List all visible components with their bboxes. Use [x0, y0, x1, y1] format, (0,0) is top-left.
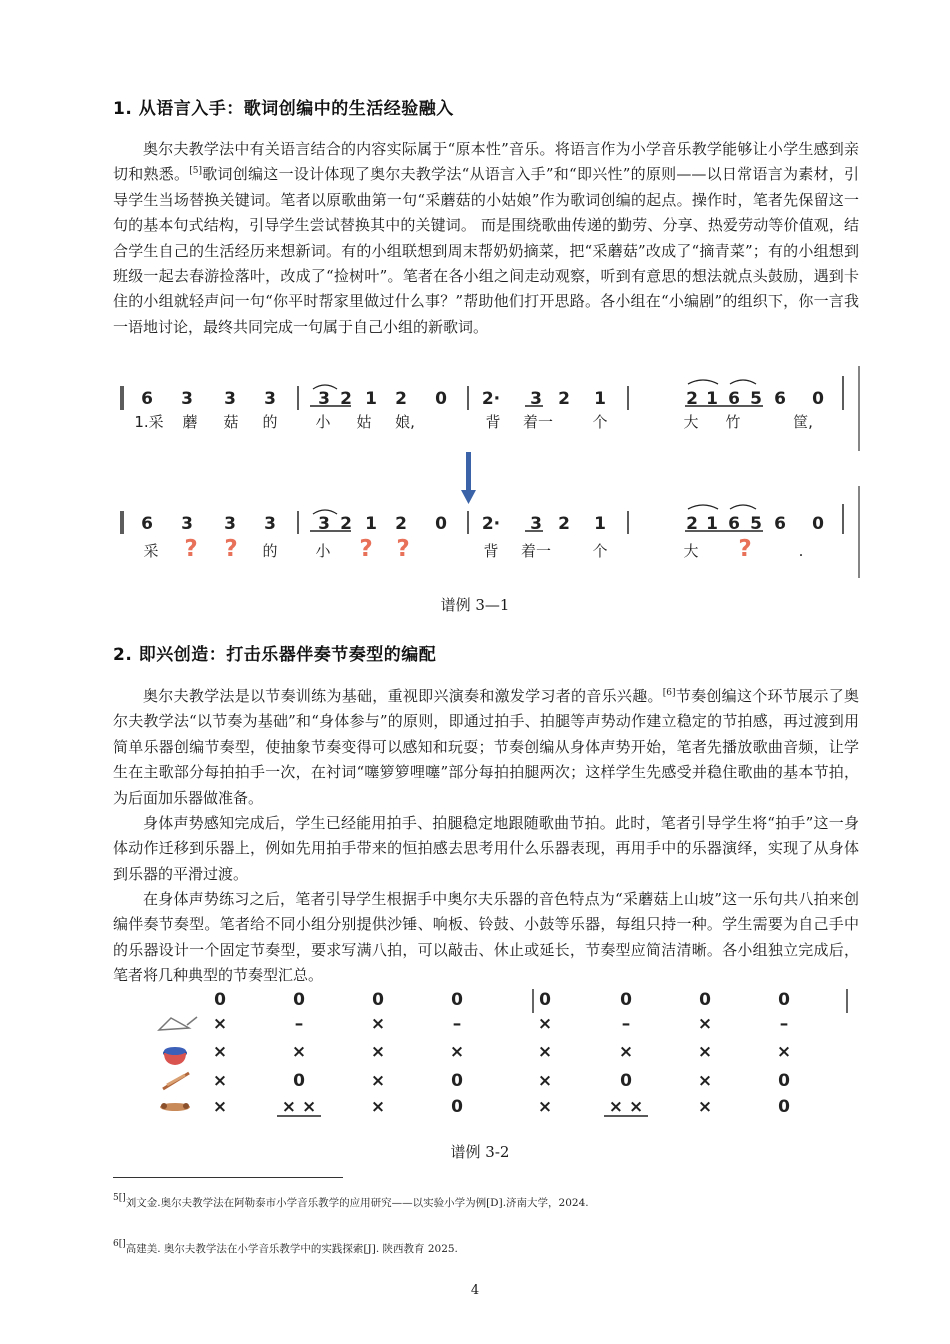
caption-3-1: 谱例 3—1: [440, 596, 510, 614]
maracas-icon: [163, 1073, 189, 1089]
rhythm-cell: ×: [291, 1042, 307, 1062]
drum-icon: [163, 1047, 187, 1065]
score-note: 6: [728, 514, 740, 534]
score-lyric: 着一: [522, 413, 554, 431]
score-note: 0: [812, 514, 824, 534]
paragraph-text: 节奏创编这个环节展示了奥尔夫教学法“以节奏为基础”和“身体参与”的原则，即通过拍手、拍腿等声势动作建立稳定的节拍感，再过渡到用简单乐器创编节奏型，使抽象节奏变得可以感知和玩耍；节奏创编从身体声势开始，笔者先播放歌曲音频，让学生在主歌部分每拍拍手一次，在衬词“噻箩箩哩噻”部分每拍拍腿两次；这样学生先感受并稳住歌曲的基本节拍，为后面加乐器做准备。: [113, 687, 859, 807]
footnote-text: 高建美. 奥尔夫教学法在小学音乐教学中的实践探索[J]. 陕西教育 2025.: [125, 1243, 458, 1255]
rhythm-beat-header: 0: [539, 990, 551, 1010]
score-lyric: 个: [592, 542, 608, 560]
score-note: 2: [558, 389, 570, 409]
caption-3-2: 谱例 3-2: [450, 1143, 510, 1161]
triangle-icon: [159, 1017, 197, 1030]
rhythm-beat-header: 0: [699, 990, 711, 1010]
castanets-icon: [160, 1103, 190, 1111]
score-note: 0: [435, 514, 447, 534]
rhythm-cell: ×: [212, 1097, 228, 1117]
score-lyric: 大: [683, 542, 699, 560]
score-note: 3: [224, 389, 236, 409]
score-note: 2: [686, 389, 698, 409]
rhythm-cell: 0: [778, 1097, 790, 1117]
page-number: 4: [470, 1283, 480, 1298]
score-note: 6: [774, 389, 786, 409]
rhythm-cell: ×: [370, 1014, 386, 1034]
score-lyric: 背: [483, 542, 499, 560]
paragraph-rhythm-2: 身体声势感知完成后，学生已经能用拍手、拍腿稳定地跟随歌曲节拍。此时，笔者引导学生将“拍手”这一身体动作迁移到乐器上，例如先用拍手带来的恒拍感去思考用什么乐器表现，再用手中的乐器演绎，实现了从身体到乐器的平滑过渡。: [113, 814, 859, 883]
rhythm-cell: × ×: [281, 1097, 317, 1117]
score-note: 1: [706, 389, 718, 409]
rhythm-cell: ×: [537, 1097, 553, 1117]
paragraph-text: 奥尔夫教学法中有关语言结合的内容实际属于“原本性”音乐。将语言作为小学音乐教学能够让小学生感到亲切和熟悉。: [113, 140, 859, 184]
rhythm-cell: –: [452, 1014, 462, 1034]
score-note: 6: [728, 389, 740, 409]
question-mark: ?: [184, 536, 198, 562]
score-note: 1: [594, 389, 606, 409]
rhythm-cell: ×: [212, 1042, 228, 1062]
score-note: 0: [812, 389, 824, 409]
rhythm-cell: –: [621, 1014, 631, 1034]
score-note: 3: [318, 389, 330, 409]
footnote-divider: [113, 1177, 343, 1178]
rhythm-cell: ×: [697, 1071, 713, 1091]
score-lyric: 1.采: [134, 413, 164, 431]
footnote-5: [113, 1195, 589, 1210]
footnote-6: [113, 1241, 458, 1256]
rhythm-cell: ×: [449, 1042, 465, 1062]
score-note: 3: [264, 389, 276, 409]
rhythm-cell: ×: [537, 1042, 553, 1062]
score-note: 3: [224, 514, 236, 534]
score-note: 2: [686, 514, 698, 534]
rhythm-cell: ×: [370, 1097, 386, 1117]
score-note: 3: [318, 514, 330, 534]
score-lyric: 的: [262, 542, 278, 560]
rhythm-beat-header: 0: [778, 990, 790, 1010]
score-image: [113, 366, 861, 581]
score-lyric: 筐,: [793, 413, 813, 431]
paragraph-lyrics: [113, 137, 859, 340]
score-note: 1: [706, 514, 718, 534]
score-lyric: 蘑: [182, 413, 198, 431]
score-note: 1: [594, 514, 606, 534]
score-note: 2: [340, 514, 352, 534]
score-note: 3: [181, 514, 193, 534]
footnote-mark: 6[]: [113, 1239, 126, 1249]
score-lyrics-top: [134, 413, 813, 431]
score-note: 1: [365, 389, 377, 409]
rhythm-cell: 0: [620, 1071, 632, 1091]
score-note: 2: [395, 389, 407, 409]
score-lyric: 大: [683, 413, 699, 431]
score-lyric: 竹: [725, 413, 741, 431]
question-mark: ?: [738, 536, 752, 562]
rhythm-cell: ×: [697, 1042, 713, 1062]
score-note: 2·: [481, 514, 501, 534]
section-heading-2: 2. 即兴创造：打击乐器伴奏节奏型的编配: [113, 645, 437, 665]
rhythm-cell: ×: [537, 1071, 553, 1091]
score-lyrics-bottom: [143, 536, 803, 562]
score-note: 2·: [481, 389, 501, 409]
score-lyric: 背: [485, 413, 501, 431]
score-lyric: 姑: [356, 413, 372, 431]
rhythm-cell: 0: [451, 1097, 463, 1117]
rhythm-cell: ×: [697, 1014, 713, 1034]
rhythm-cell: 0: [293, 1071, 305, 1091]
score-note: 2: [395, 514, 407, 534]
score-note: 5: [750, 389, 762, 409]
score-lyric: 着一: [520, 542, 552, 560]
score-note: 6: [141, 514, 153, 534]
rhythm-beat-header: 0: [372, 990, 384, 1010]
paragraph-text: 奥尔夫教学法是以节奏训练为基础，重视即兴演奏和激发学习者的音乐兴趣。: [143, 687, 663, 705]
rhythm-cell: ×: [776, 1042, 792, 1062]
rhythm-cell: ×: [212, 1071, 228, 1091]
score-note: 0: [435, 389, 447, 409]
question-mark: ?: [396, 536, 410, 562]
score-note: 3: [264, 514, 276, 534]
rhythm-beat-header: 0: [293, 990, 305, 1010]
score-note: 1: [365, 514, 377, 534]
score-note: 2: [558, 514, 570, 534]
score-lyric: 小: [315, 542, 331, 560]
rhythm-cell: ×: [618, 1042, 634, 1062]
score-note: 3: [530, 389, 542, 409]
footnote-mark: 5[]: [113, 1193, 126, 1203]
score-lyric: 菇: [223, 413, 239, 431]
score-note: 3: [181, 389, 193, 409]
score-note: 5: [750, 514, 762, 534]
score-lyric: 的: [262, 413, 278, 431]
question-mark: ?: [224, 536, 238, 562]
score-note: 6: [774, 514, 786, 534]
rhythm-table-3-2: [113, 985, 861, 1120]
score-note: 6: [141, 389, 153, 409]
rhythm-cell: ×: [370, 1071, 386, 1091]
rhythm-cell: 0: [451, 1071, 463, 1091]
rhythm-beat-header: 0: [620, 990, 632, 1010]
citation-ref: [6]: [662, 688, 676, 698]
rhythm-cell: ×: [697, 1097, 713, 1117]
score-note: 3: [530, 514, 542, 534]
rhythm-cell: ×: [537, 1014, 553, 1034]
score-lyric: 小: [315, 413, 331, 431]
rhythm-cells: [213, 990, 791, 1117]
down-arrow-icon: [461, 452, 476, 504]
footnote-text: 刘文金.奥尔夫教学法在阿勒泰市小学音乐教学的应用研究——以实验小学为例[D].济南大学，2024.: [125, 1197, 589, 1209]
question-mark: ?: [359, 536, 373, 562]
score-lyric: 采: [143, 542, 159, 560]
score-lyric: 娘,: [395, 413, 415, 431]
rhythm-cell: –: [294, 1014, 304, 1034]
score-note: 2: [340, 389, 352, 409]
rhythm-beat-header: 0: [451, 990, 463, 1010]
rhythm-cell: × ×: [608, 1097, 644, 1117]
score-lyric: .: [798, 542, 804, 560]
paragraph-text: 歌词创编这一设计体现了奥尔夫教学法“从语言入手”和“即兴性”的原则——以日常语言为素材，引导学生当场替换关键词。笔者以原歌曲第一句“采蘑菇的小姑娘”作为歌词创编的起点。操作时，笔者先保留这一句的基本句式结构，引导学生尝试替换其中的关键词。 而是围绕歌曲传递的勤劳、分享、热爱劳动等价值观，结合学生自己的生活经历来想新词。有的小组联想到周末帮奶奶摘菜，把“采蘑菇”改成了“摘青菜”；有的小组想到班级一起去春游捡落叶，改成了“捡树叶”。笔者在各小组之间走动观察，听到有意思的想法就点头鼓励，遇到卡住的小组就轻声问一句“你平时帮家里做过什么事？”帮助他们打开思路。各小组在“小编剧”的组织下，你一言我一语地讨论，最终共同完成一句属于自己小组的新歌词。: [113, 165, 859, 336]
rhythm-beat-header: 0: [214, 990, 226, 1010]
paragraph-rhythm-1: [113, 684, 859, 811]
rhythm-cell: 0: [778, 1071, 790, 1091]
score-lyric: 个: [592, 413, 608, 431]
rhythm-cell: ×: [212, 1014, 228, 1034]
rhythm-image: [113, 985, 861, 1120]
paragraph-rhythm-3: 在身体声势练习之后，笔者引导学生根据手中奥尔夫乐器的音色特点为“采蘑菇上山坡”这一乐句共八拍来创编伴奏节奏型。笔者给不同小组分别提供沙锤、响板、铃鼓、小鼓等乐器，每组只持一种。学生需要为自己手中的乐器设计一个固定节奏型，要求写满八拍，可以敲击、休止或延长，节奏型应简洁清晰。各小组独立完成后，笔者将几种典型的节奏型汇总。: [113, 890, 859, 985]
section-heading-1: 1. 从语言入手：歌词创编中的生活经验融入: [113, 99, 454, 119]
rhythm-cell: ×: [370, 1042, 386, 1062]
rhythm-cell: –: [779, 1014, 789, 1034]
citation-ref: [5]: [189, 166, 203, 177]
score-example-3-1: [113, 366, 861, 581]
